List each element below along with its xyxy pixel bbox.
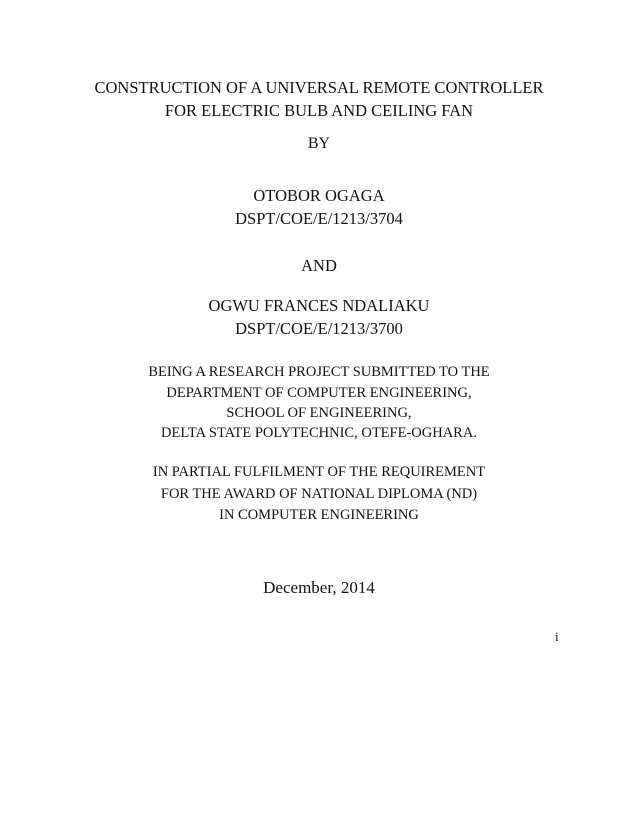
author-1-id: DSPT/COE/E/1213/3704: [235, 209, 403, 228]
author-2-id: DSPT/COE/E/1213/3700: [235, 319, 403, 338]
submission-line-2: DEPARTMENT OF COMPUTER ENGINEERING,: [166, 385, 472, 401]
submission-line-1: BEING A RESEARCH PROJECT SUBMITTED TO THE: [148, 364, 490, 380]
author-1-name: OTOBOR OGAGA: [253, 186, 385, 205]
requirement-line-3: IN COMPUTER ENGINEERING: [219, 507, 419, 523]
title-line-2: FOR ELECTRIC BULB AND CEILING FAN: [164, 101, 474, 120]
submission-line-4: DELTA STATE POLYTECHNIC, OTEFE-OGHARA.: [161, 425, 477, 441]
author-2-name: OGWU FRANCES NDALIAKU: [208, 296, 430, 315]
requirement-line-2: FOR THE AWARD OF NATIONAL DIPLOMA (ND): [160, 486, 478, 502]
by-label: BY: [307, 135, 331, 152]
and-label: AND: [301, 256, 337, 275]
submission-date: December, 2014: [263, 578, 375, 597]
page-number: i: [555, 629, 559, 644]
requirement-line-1: IN PARTIAL FULFILMENT OF THE REQUIREMENT: [152, 464, 486, 480]
title-line-1: CONSTRUCTION OF A UNIVERSAL REMOTE CONTROLLER: [94, 78, 544, 97]
submission-line-3: SCHOOL OF ENGINEERING,: [226, 405, 412, 421]
